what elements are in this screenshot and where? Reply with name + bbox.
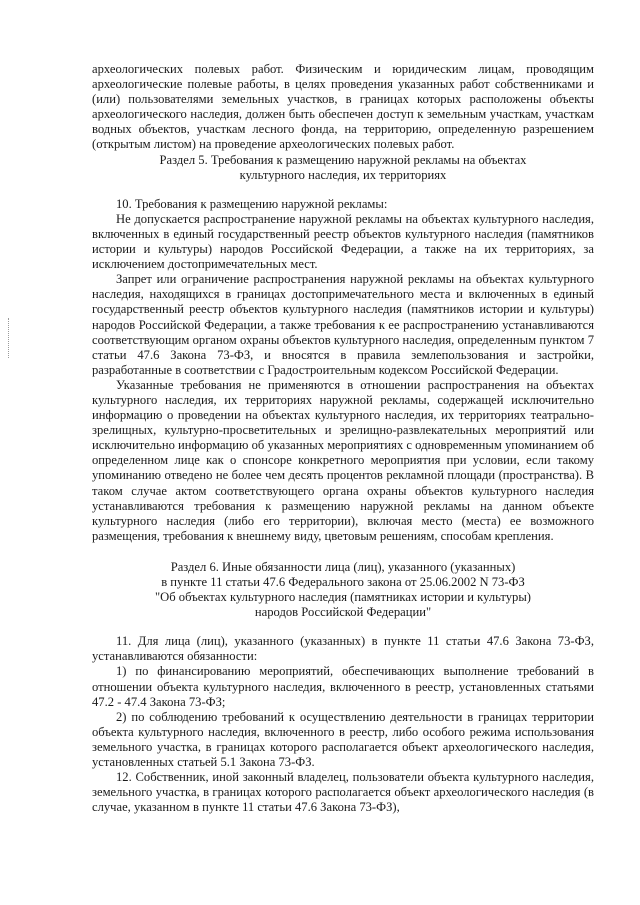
- section-5-title-line-1: Раздел 5. Требования к размещению наружной рекламы на объектах: [159, 152, 527, 167]
- section-5-title-line-2: культурного наследия, их территориях: [239, 167, 447, 182]
- section-6-title-line-3: "Об объектах культурного наследия (памятниках истории и культуры): [155, 590, 531, 605]
- item-11-paragraph-2: 1) по финансированию мероприятий, обеспечивающих выполнение требований в отношении объекта культурного наследия, включенного в реестр, установленных статьями 47.2 - 47.4 Закона 73-ФЗ;: [92, 664, 594, 709]
- section-6-title-line-4: народов Российской Федерации": [254, 605, 432, 620]
- scan-margin-mark: [8, 318, 11, 358]
- item-10-paragraph-2: Запрет или ограничение распространения наружной рекламы на объектах культурного наследия, находящихся в границах достопримечательного места и включенных в единый государственный реестр объектов культурного наследия (памятников истории и культуры) народов Российской Федерации, а также требования к ее распространению устанавливаются соответствующим органом охраны объектов культурного наследия, определенным пунктом 7 статьи 47.6 Закона 73-ФЗ, и вносятся в правила землепользования и застройки, разработанные в соответствии с Градостроительным кодексом Российской Федерации.: [92, 272, 594, 377]
- intro-paragraph: археологических полевых работ. Физическим и юридическим лицам, проводящим археологические полевые работы, в целях проведения указанных работ собственниками и (или) пользователями земельных участков, в границах которых расположены объекты археологического наследия, должен быть обеспечен доступ к земельным участкам, участкам водных объектов, участкам лесного фонда, на территорию, определенную разрешением (открытым листом) на проведение археологических полевых работ.: [92, 62, 594, 152]
- section-5-heading: [92, 153, 594, 183]
- item-10-paragraph-1: Не допускается распространение наружной рекламы на объектах культурного наследия, включенных в единый государственный реестр объектов культурного наследия (памятников истории и культуры) народов Российской Федерации, а также на их территориях, за исключением достопримечательных мест.: [92, 211, 594, 272]
- item-11-paragraph-3: 2) по соблюдению требований к осуществлению деятельности в границах территории объекта культурного наследия, включенного в реестр, либо особого режима использования земельного участка, в границах которого располагается объект археологического наследия, установленных статьей 5.1 Закона 73-ФЗ.: [92, 709, 594, 770]
- section-6-title-line-1: Раздел 6. Иные обязанности лица (лиц), указанного (указанных): [170, 559, 516, 574]
- item-10-heading: 10. Требования к размещению наружной рекламы:: [116, 196, 388, 211]
- item-11-paragraph-1: 11. Для лица (лиц), указанного (указанных) в пункте 11 статьи 47.6 Закона 73-ФЗ, устанавливаются обязанности:: [92, 634, 594, 664]
- section-6-title-line-2: в пункте 11 статьи 47.6 Федерального закона от 25.06.2002 N 73-ФЗ: [161, 575, 525, 589]
- item-10-paragraph-3: Указанные требования не применяются в отношении распространения на объектах культурного наследия, их территориях наружной рекламы, содержащей исключительно информацию о проведении на объектах культурного наследия, их территориях театрально-зрелищных, культурно-просветительных и зрелищно-развлекательных мероприятий или исключительно информацию об указанных мероприятиях с одновременным упоминанием об определенном лице как о спонсоре конкретного мероприятия при условии, если такому упоминанию отведено не более чем десять процентов рекламной площади (пространства). В таком случае актом соответствующего органа охраны объектов культурного наследия устанавливаются требования к размещению наружной рекламы на данном объекте культурного наследия (либо его территории), включая место (места) ее возможного размещения, требования к внешнему виду, цветовым решениям, способам крепления.: [92, 377, 595, 543]
- section-6-heading: [92, 560, 594, 620]
- item-12-paragraph-1: 12. Собственник, иной законный владелец, пользователи объекта культурного наследия, земельного участка, в границах которого располагается объект археологического наследия (в случае, указанном в пункте 11 статьи 47.6 Закона 73-ФЗ),: [92, 770, 594, 815]
